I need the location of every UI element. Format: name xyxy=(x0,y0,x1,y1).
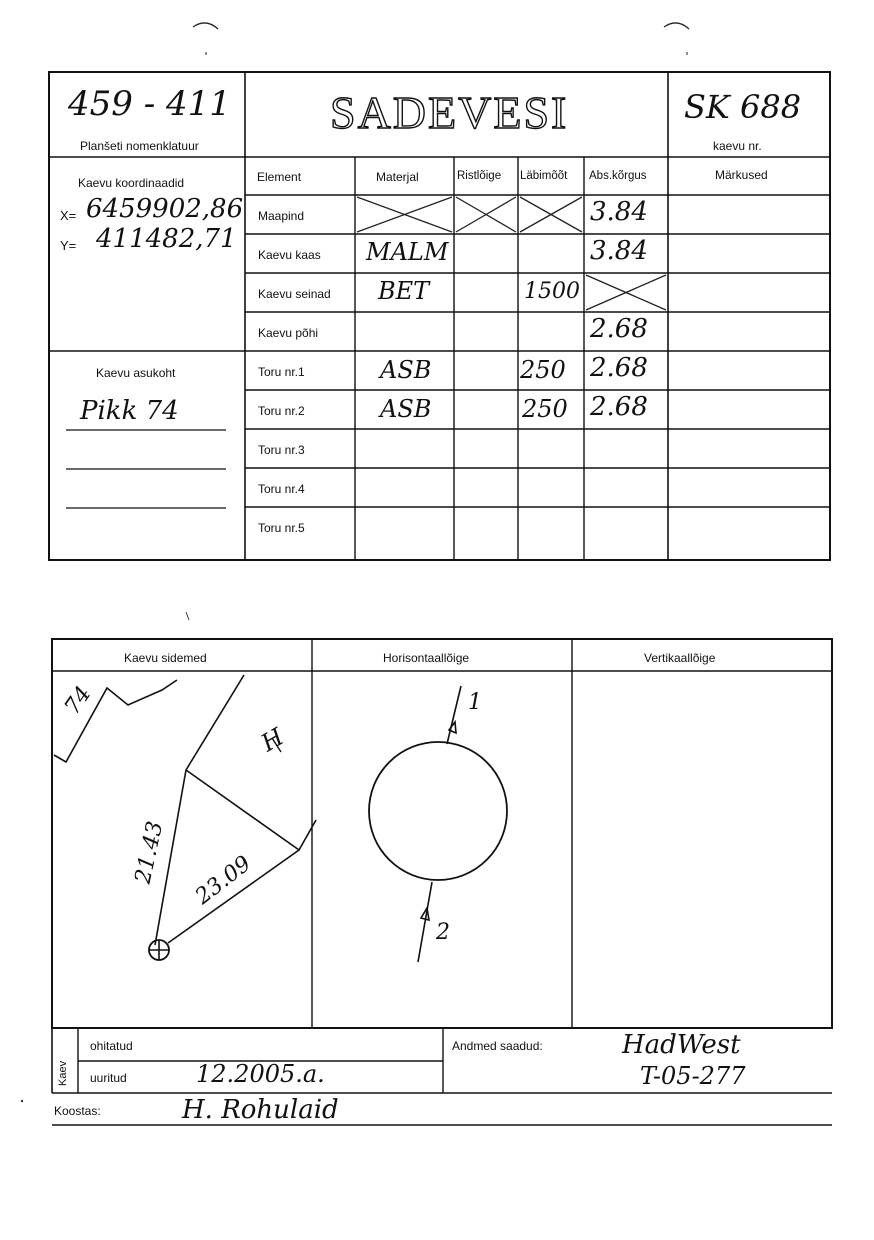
section-title-ties: Kaevu sidemed xyxy=(124,651,207,665)
location-value: Pikk 74 xyxy=(80,396,179,426)
cell-toru1-elevation: 2.68 xyxy=(590,353,648,383)
section-title-vertical: Vertikaallõige xyxy=(644,651,716,665)
sketch-distance-1: 21.43 xyxy=(130,819,169,886)
x-prefix: X= xyxy=(60,208,77,223)
col-header-diameter: Läbimõõt xyxy=(520,170,568,182)
row-label-toru-4: Toru nr.4 xyxy=(258,482,305,496)
punch-mark-right xyxy=(664,23,689,29)
section-title-horizontal: Horisontaallõige xyxy=(383,651,470,665)
well-circle xyxy=(369,742,507,880)
row-label-toru-3: Toru nr.3 xyxy=(258,443,305,457)
site-sketch xyxy=(54,675,316,945)
received-value: HadWest xyxy=(622,1030,741,1060)
pipe-1-label: 1 xyxy=(468,690,482,715)
y-prefix: Y= xyxy=(60,238,77,253)
well-number: SK 688 xyxy=(684,88,802,126)
lower-frame xyxy=(52,639,832,1028)
checked-label: ohitatud xyxy=(90,1039,133,1053)
cell-seinad-material: BET xyxy=(378,277,430,305)
col-header-cross-section: Ristlõige xyxy=(457,170,502,182)
page-title: SADEVESI xyxy=(330,87,569,138)
cell-pohi-elevation: 2.68 xyxy=(590,314,648,344)
coords-label: Kaevu koordinaadid xyxy=(78,176,185,190)
cell-toru2-material: ASB xyxy=(380,395,432,423)
row-label-toru-2: Toru nr.2 xyxy=(258,404,305,418)
pipe-2-label: 2 xyxy=(436,920,450,945)
col-header-elevation: Abs.kõrgus xyxy=(589,170,647,182)
cell-toru1-diameter: 250 xyxy=(520,356,566,384)
row-label-maapind: Maapind xyxy=(258,209,305,223)
x-coordinate: 6459902,86 xyxy=(86,194,244,224)
row-label-toru-5: Toru nr.5 xyxy=(258,521,305,535)
compiled-label: Koostas: xyxy=(54,1104,101,1118)
received-code: T-05-277 xyxy=(640,1062,746,1090)
sketch-h-mark: H xyxy=(256,722,289,758)
well-label: kaevu nr. xyxy=(713,139,762,153)
cell-toru2-diameter: 250 xyxy=(522,395,568,423)
compiled-value: H. Rohulaid xyxy=(182,1095,339,1125)
row-label-kaevu-seinad: Kaevu seinad xyxy=(258,287,331,301)
col-header-material: Materjal xyxy=(376,170,419,184)
sketch-house-number: 74 xyxy=(60,682,97,720)
cell-maapind-elevation: 3.84 xyxy=(590,197,648,227)
cell-kaas-elevation: 3.84 xyxy=(590,236,648,266)
col-header-notes: Märkused xyxy=(715,168,768,182)
sketch-distance-2: 23.09 xyxy=(190,851,257,910)
location-label: Kaevu asukoht xyxy=(96,366,176,380)
cell-toru1-material: ASB xyxy=(380,356,432,384)
punch-mark-left xyxy=(193,23,218,29)
surveyed-value: 12.2005.a. xyxy=(196,1060,325,1088)
surveyed-label: uuritud xyxy=(90,1071,127,1085)
cell-seinad-diameter: 1500 xyxy=(524,279,580,304)
col-header-element: Element xyxy=(257,170,302,184)
footer-side-label: Kaev xyxy=(57,1060,69,1086)
cell-toru2-elevation: 2.68 xyxy=(590,392,648,422)
plan-label: Planšeti nomenklatuur xyxy=(80,139,199,153)
cell-kaas-material: MALM xyxy=(366,238,449,266)
row-label-kaevu-kaas: Kaevu kaas xyxy=(258,248,321,262)
y-coordinate: 411482,71 xyxy=(96,224,237,254)
received-label: Andmed saadud: xyxy=(452,1039,543,1053)
plan-number: 459 - 411 xyxy=(68,84,231,124)
well-symbol xyxy=(149,940,169,960)
row-label-toru-1: Toru nr.1 xyxy=(258,365,305,379)
row-label-kaevu-pohi: Kaevu põhi xyxy=(258,326,319,340)
